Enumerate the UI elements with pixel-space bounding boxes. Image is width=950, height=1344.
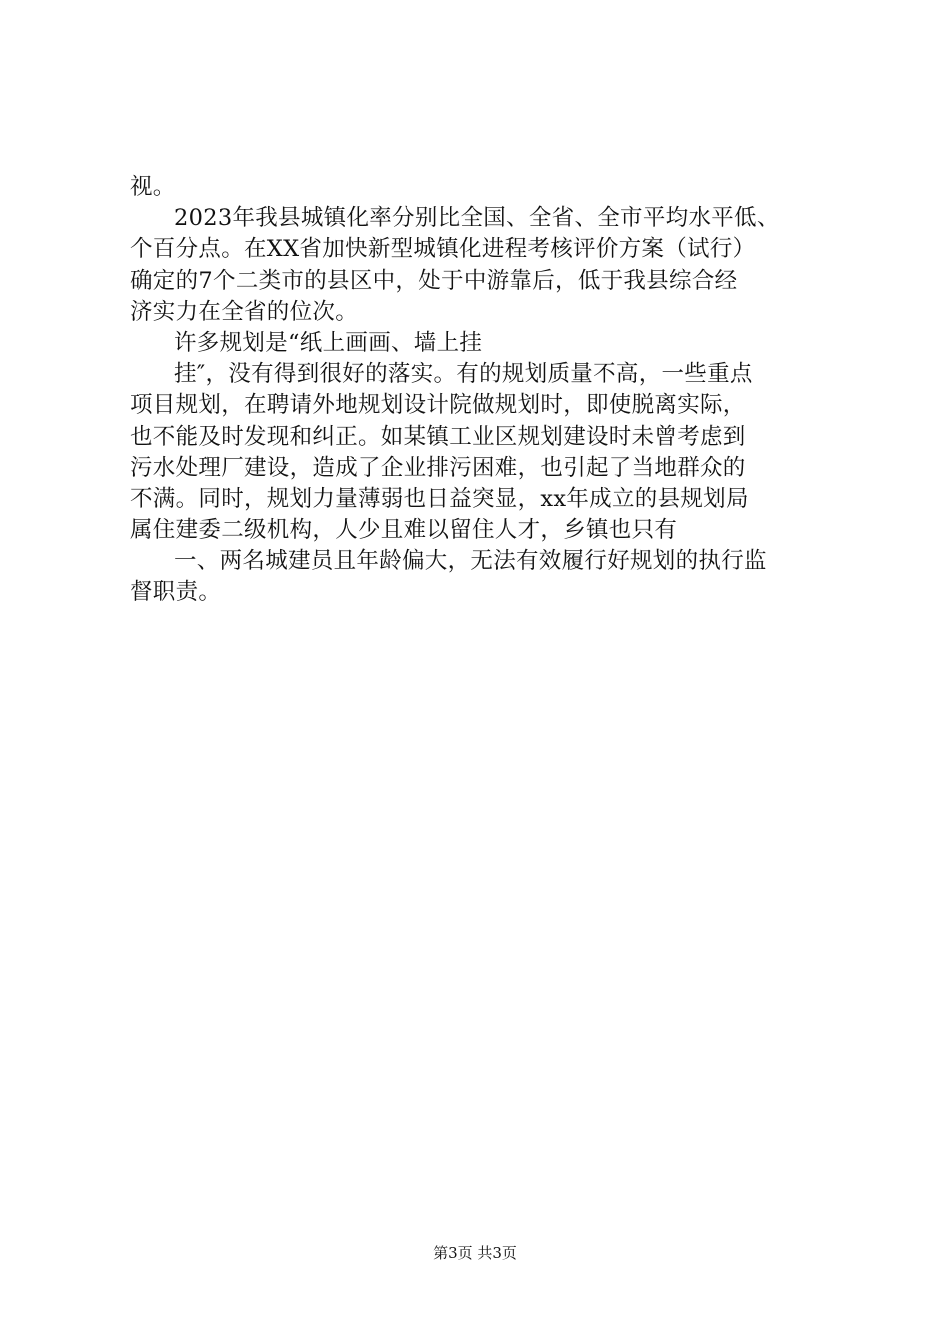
text-line: 一、两名城建员且年龄偏大，无法有效履行好规划的执行监: [174, 548, 767, 575]
text-line: 也不能及时发现和纠正。如某镇工业区规划建设时未曾考虑到: [130, 423, 746, 450]
text-line: 污水处理厂建设，造成了企业排污困难，也引起了当地群众的: [130, 454, 746, 481]
page-number-label: 第3页 共3页: [433, 1244, 517, 1262]
text-line: 属住建委二级机构，人少且难以留住人才，乡镇也只有: [130, 517, 678, 544]
page-footer: [0, 1243, 950, 1263]
text-line: 2023年我县城镇化率分别比全国、全省、全市平均水平低、: [174, 205, 780, 232]
text-line: 个百分点。在XX省加快新型城镇化进程考核评价方案（试行）: [130, 236, 756, 263]
text-line: 许多规划是“纸上画画、墙上挂: [174, 329, 483, 356]
text-line: 视。: [130, 174, 176, 200]
text-line: 济实力在全省的位次。: [130, 298, 359, 325]
text-line: 不满。同时，规划力量薄弱也日益突显，xx年成立的县规划局: [130, 485, 749, 512]
text-line: 确定的7个二类市的县区中，处于中游靠后，低于我县综合经: [130, 267, 738, 294]
document-body: [130, 172, 835, 609]
text-line: 挂″，没有得到很好的落实。有的规划质量不高，一些重点: [174, 361, 753, 388]
text-line: 督职责。: [130, 579, 222, 606]
text-line: 项目规划，在聘请外地规划设计院做规划时，即使脱离实际，: [130, 392, 746, 419]
